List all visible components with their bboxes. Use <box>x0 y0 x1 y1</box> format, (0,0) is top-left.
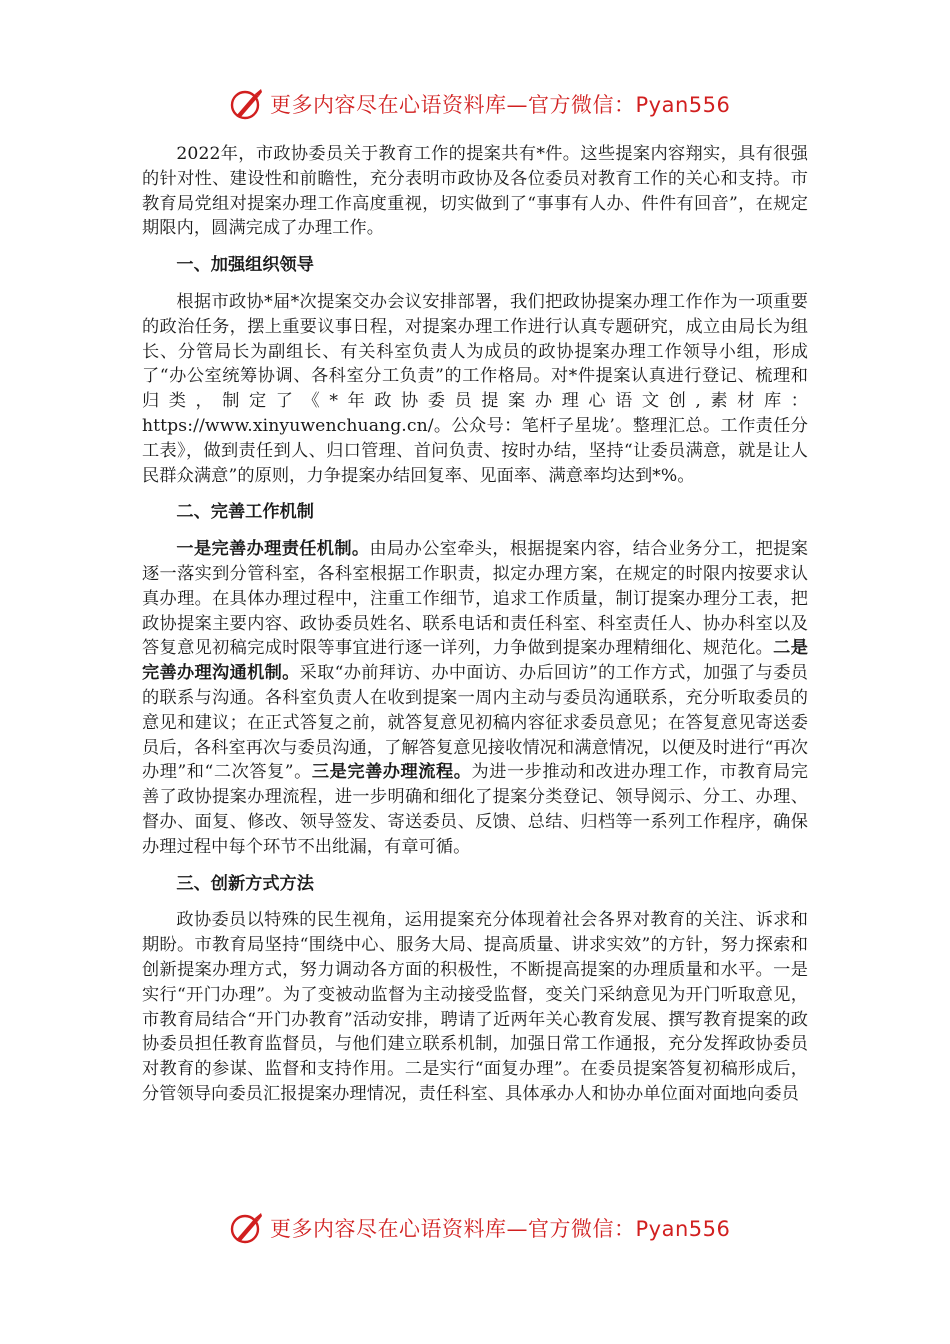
bold-lead: 一是完善办理责任机制。 <box>176 539 370 560</box>
section-paragraph: 根据市政协*届*次提案交办会议安排部署，我们把政协提案办理工作作为一项重要的政治任务，摆上重要议事日程，对提案办理工作进行认真专题研究，成立由局长为组长、分管局长为副组长、有关科室负责人为成员的政协提案办理工作领导小组，形成了“办公室统筹协调、各科室分工负责”的工作格局。对*件提案认真进行登记、梳理和归类，制定了《*年政协委员提案办理心语文创,素材库：https://www.xinyuwenchuang.cn/。公众号：笔杆子星垅’。整理汇总。工作责任分工表》，做到责任到人、归口管理、首问负责、按时办结，坚持“让委员满意，就是让人民群众满意”的原则，力争提案办结回复率、见面率、满意率均达到*%。 <box>142 291 808 486</box>
paragraph-text: 采取“办前拜访、办中面访、办后回访”的工作方式，加强了与委员的联系与沟通。各科室负责人在收到提案一周内主动与委员沟通联系，充分听取委员的意见和建议；在正式答复之前，就答复意见初稿内容征求委员意见；在答复意见寄送委员后，各科室再次与委员沟通，了解答复意见接收情况和满意情况，以便及时进行“再次办理”和“二次答复”。 <box>142 663 808 783</box>
footer-banner <box>228 1208 730 1248</box>
section-heading: 一、加强组织领导 <box>176 255 314 276</box>
intro-paragraph: 2022年，市政协委员关于教育工作的提案共有*件。这些提案内容翔实，具有很强的针对性、建设性和前瞻性，充分表明市政协及各位委员对教育工作的关心和支持。市教育局党组对提案办理工作高度重视，切实做到了“事事有人办、件件有回音”，在规定期限内，圆满完成了办理工作。 <box>142 144 808 239</box>
document-body <box>142 142 808 1107</box>
header-banner <box>228 84 730 124</box>
bold-lead: 三是完善办理流程。 <box>311 762 472 783</box>
section-heading: 二、完善工作机制 <box>176 502 314 523</box>
paragraph-text: 为进一步推动和改进办理工作，市教育局完善了政协提案办理流程，进一步明确和细化了提案分类登记、领导阅示、分工、办理、督办、面复、修改、领导签发、寄送委员、反馈、总结、归档等一系列工作程序，确保办理过程中每个环节不出纰漏，有章可循。 <box>142 762 808 857</box>
banner-text: 更多内容尽在心语资料库—官方微信：Pyan556 <box>270 93 731 117</box>
section-heading: 三、创新方式方法 <box>176 873 314 894</box>
bold-lead: 二是完善办理沟通机制。 <box>142 638 808 684</box>
section-paragraph <box>142 537 808 859</box>
pen-circle-icon <box>228 86 264 122</box>
section-paragraph: 政协委员以特殊的民生视角，运用提案充分体现着社会各界对教育的关注、诉求和期盼。市教育局坚持“围绕中心、服务大局、提高质量、讲求实效”的方针，努力探索和创新提案办理方式，努力调动各方面的积极性，不断提高提案的办理质量和水平。一是实行“开门办理”。为了变被动监督为主动接受监督，变关门采纳意见为开门听取意见，市教育局结合“开门办教育”活动安排，聘请了近两年关心教育发展、撰写教育提案的政协委员担任教育监督员，与他们建立联系机制，加强日常工作通报，充分发挥政协委员对教育的参谋、监督和支持作用。二是实行“面复办理”。在委员提案答复初稿形成后，分管领导向委员汇报提案办理情况，责任科室、具体承办人和协办单位面对面地向委员 <box>142 910 808 1104</box>
banner-text: 更多内容尽在心语资料库—官方微信：Pyan556 <box>270 1217 731 1241</box>
pen-circle-icon <box>228 1210 264 1246</box>
paragraph-text: 由局办公室牵头，根据提案内容，结合业务分工，把提案逐一落实到分管科室，各科室根据工作职责，拟定办理方案，在规定的时限内按要求认真办理。在具体办理过程中，注重工作细节，追求工作质量，制订提案办理分工表，把政协提案主要内容、政协委员姓名、联系电话和责任科室、科室责任人、协办科室以及答复意见初稿完成时限等事宜进行逐一详列，力争做到提案办理精细化、规范化。 <box>142 539 808 659</box>
